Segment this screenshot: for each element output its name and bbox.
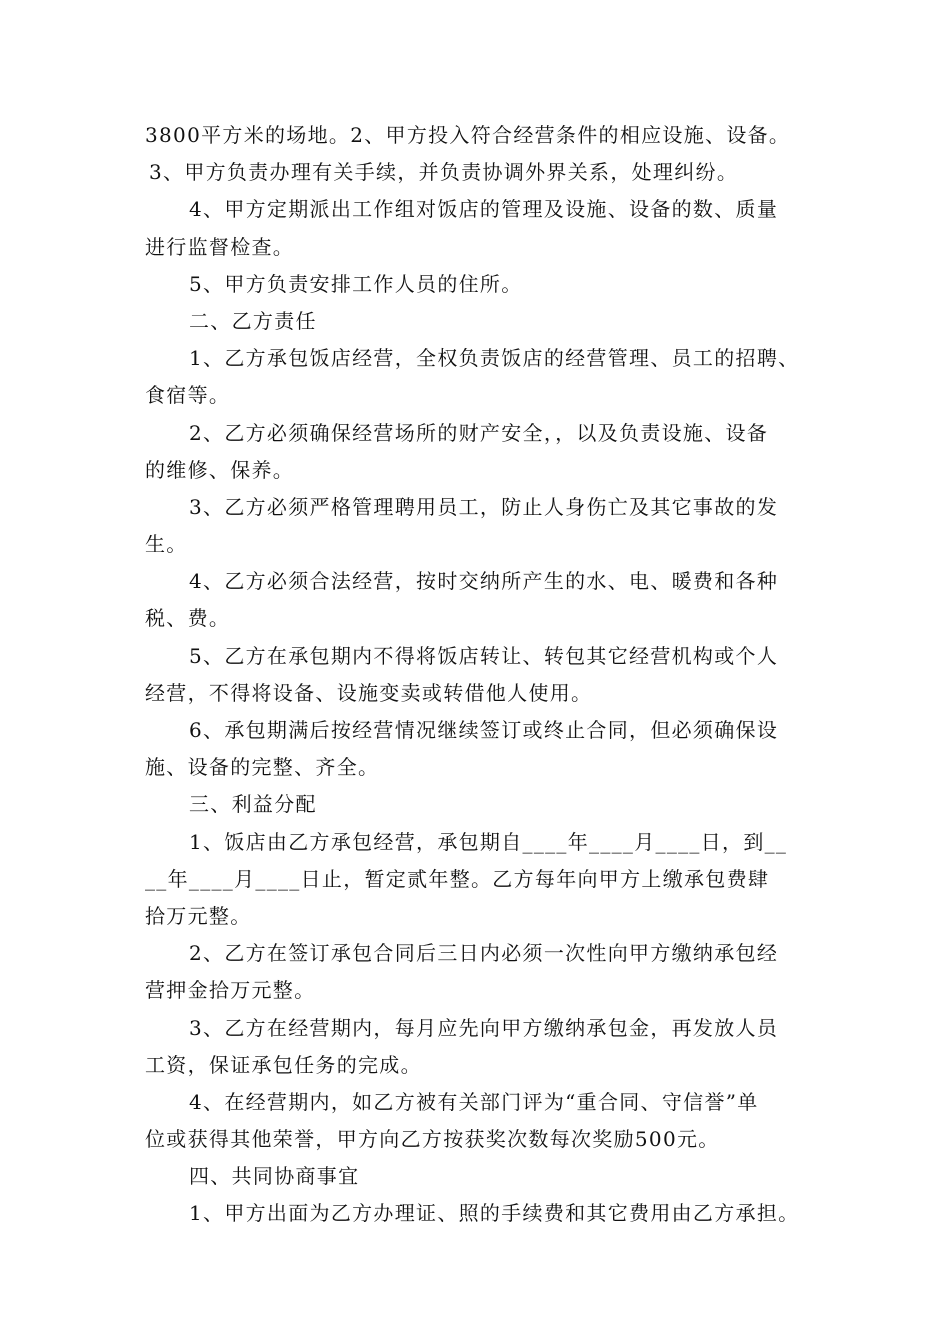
text-line: 4、甲方定期派出工作组对饭店的管理及设施、设备的数、质量: [189, 197, 779, 222]
text-line: 的维修、保养。: [145, 457, 295, 482]
contract-body: [145, 117, 825, 1233]
text-line: __年____月____日止，暂定贰年整。乙方每年向甲方上缴承包费肆: [145, 866, 770, 891]
text-line: 4、乙方必须合法经营，按时交纳所产生的水、电、暖费和各种: [189, 569, 779, 594]
text-line: 经营，不得将设备、设施变卖或转借他人使用。: [145, 680, 593, 705]
section-heading: 四、共同协商事宜: [189, 1164, 360, 1189]
text-line: 5、甲方负责安排工作人员的住所。: [189, 271, 523, 296]
text-line: 食宿等。: [145, 383, 231, 408]
text-line: 6、承包期满后按经营情况继续签订或终止合同，但必须确保设: [189, 718, 779, 742]
text-line: 4、在经营期内，如乙方被有关部门评为“重合同、守信誉”单: [189, 1089, 759, 1114]
text-line: 5、乙方在承包期内不得将饭店转让、转包其它经营机构或个人: [189, 643, 779, 668]
text-line: 3800平方米的场地。2、甲方投入符合经营条件的相应设施、设备。: [145, 123, 791, 147]
text-line: 生。: [145, 532, 188, 557]
text-line: 1、甲方出面为乙方办理证、照的手续费和其它费用由乙方承担。: [189, 1201, 800, 1226]
text-line: 3、乙方必须严格管理聘用员工，防止人身伤亡及其它事故的发: [189, 494, 779, 519]
text-line: 工资，保证承包任务的完成。: [145, 1052, 422, 1077]
text-line: 拾万元整。: [145, 903, 252, 928]
text-line: 2、乙方必须确保经营场所的财产安全，，以及负责设施、设备: [189, 420, 769, 445]
text-line: 1、饭店由乙方承包经营，承包期自____年____月____日，到__: [189, 829, 788, 854]
text-line: 2、乙方在签订承包合同后三日内必须一次性向甲方缴纳承包经: [189, 941, 779, 966]
text-line: 营押金拾万元整。: [145, 978, 316, 1003]
section-heading: 二、乙方责任: [189, 308, 317, 333]
text-line: 施、设备的完整、齐全。: [145, 755, 380, 780]
text-line: 税、费。: [145, 606, 231, 631]
text-line: 1、乙方承包饭店经营，全权负责饭店的经营管理、员工的招聘、: [189, 346, 800, 371]
text-line: 3、甲方负责办理有关手续，并负责协调外界关系，处理纠纷。: [149, 160, 739, 185]
text-line: 3、乙方在经营期内，每月应先向甲方缴纳承包金，再发放人员: [189, 1015, 779, 1040]
text-line: 进行监督检查。: [145, 234, 295, 259]
section-heading: 三、利益分配: [189, 792, 317, 817]
text-line: 位或获得其他荣誉，甲方向乙方按获奖次数每次奖励500元。: [145, 1127, 720, 1152]
